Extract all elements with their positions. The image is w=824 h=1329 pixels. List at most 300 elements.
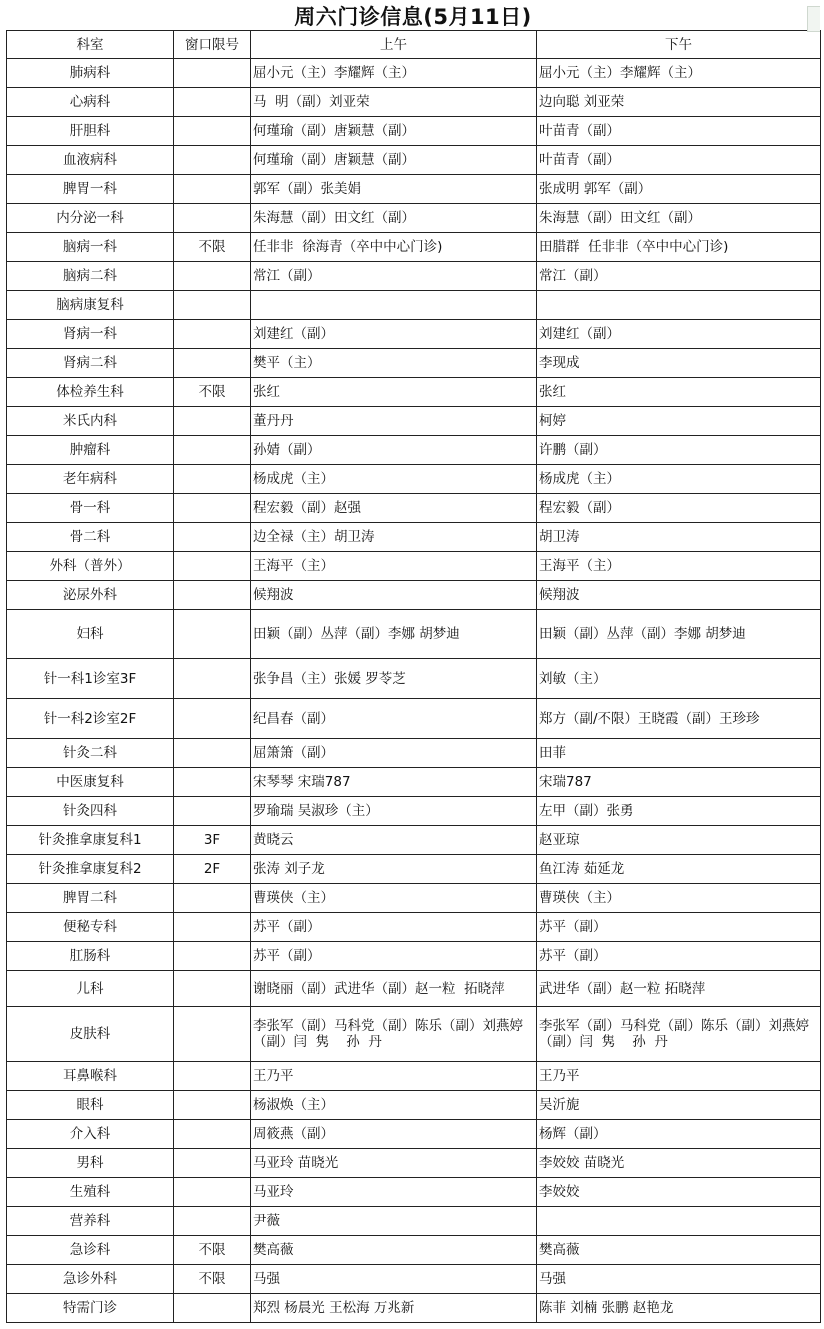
table-row	[7, 699, 821, 739]
am-cell	[251, 262, 537, 291]
pm-cell	[537, 884, 821, 913]
dept-cell	[7, 1091, 174, 1120]
dept-cell-text: 特需门诊	[63, 1300, 117, 1316]
dept-cell-text: 肝胆科	[69, 123, 111, 139]
am-cell	[251, 146, 537, 175]
dept-cell	[7, 233, 174, 262]
table-row	[7, 552, 821, 581]
am-cell	[251, 378, 537, 407]
window-cell	[174, 1007, 251, 1062]
am-cell	[251, 320, 537, 349]
pm-cell-text: 李姣姣 苗晓光	[539, 1155, 625, 1171]
pm-cell-text: 杨辉（副）	[539, 1126, 607, 1142]
pm-cell-text: 叶苗青（副）	[539, 123, 620, 139]
window-cell	[174, 88, 251, 117]
window-cell	[174, 942, 251, 971]
pm-cell	[537, 146, 821, 175]
pm-cell-text: 许鹏（副）	[539, 442, 607, 458]
window-cell	[174, 523, 251, 552]
dept-cell-text: 生殖科	[69, 1184, 111, 1200]
dept-cell-text: 心病科	[69, 94, 111, 110]
pm-cell-text: 柯婷	[539, 413, 566, 429]
table-row	[7, 768, 821, 797]
am-cell	[251, 494, 537, 523]
dept-cell-text: 外科（普外）	[49, 558, 131, 574]
dept-cell	[7, 913, 174, 942]
dept-cell	[7, 1120, 174, 1149]
window-cell	[174, 117, 251, 146]
dept-cell	[7, 1294, 174, 1323]
am-cell	[251, 797, 537, 826]
dept-cell-text: 肛肠科	[69, 948, 111, 964]
am-cell-text: 孙婧（副）	[253, 442, 321, 458]
window-cell-text: 2F	[203, 861, 221, 877]
dept-cell	[7, 768, 174, 797]
pm-cell-text: 赵亚琼	[539, 832, 580, 848]
dept-cell-text: 骨一科	[69, 500, 111, 516]
dept-cell-text: 营养科	[69, 1213, 111, 1229]
window-cell	[174, 552, 251, 581]
pm-cell-text: 吴沂旎	[539, 1097, 580, 1113]
am-cell-text: 边全禄（主）胡卫涛	[253, 529, 375, 545]
am-cell-text: 何瑾瑜（副）唐颖慧（副）	[253, 123, 415, 139]
dept-cell-text: 老年病科	[63, 471, 117, 487]
window-cell	[174, 204, 251, 233]
pm-cell-text: 曹瑛侠（主）	[539, 890, 620, 906]
pm-cell	[537, 262, 821, 291]
window-cell	[174, 884, 251, 913]
am-cell-text: 樊平（主）	[253, 355, 321, 371]
dept-cell	[7, 855, 174, 884]
am-cell-text: 朱海慧（副）田文红（副）	[253, 210, 415, 226]
window-cell	[174, 739, 251, 768]
pm-cell-text: 王乃平	[539, 1068, 580, 1084]
am-cell-text: 周筱燕（副）	[253, 1126, 334, 1142]
table-row	[7, 407, 821, 436]
dept-cell-text: 急诊科	[69, 1242, 111, 1258]
pm-cell	[537, 971, 821, 1007]
window-cell	[174, 1294, 251, 1323]
pm-cell	[537, 1149, 821, 1178]
dept-cell	[7, 88, 174, 117]
table-row	[7, 233, 821, 262]
dept-cell	[7, 739, 174, 768]
table-row	[7, 88, 821, 117]
dept-cell-text: 血液病科	[63, 152, 117, 168]
table-row	[7, 913, 821, 942]
dept-cell-text: 肾病一科	[63, 326, 117, 342]
dept-cell	[7, 1062, 174, 1091]
am-cell-text: 尹薇	[253, 1213, 280, 1229]
am-cell-text: 马亚玲	[253, 1184, 294, 1200]
am-cell	[251, 465, 537, 494]
dept-cell-text: 中医康复科	[56, 774, 124, 790]
window-cell	[174, 465, 251, 494]
window-cell	[174, 349, 251, 378]
am-cell-text: 郭军（副）张美娟	[253, 181, 361, 197]
dept-cell	[7, 699, 174, 739]
dept-cell-text: 针灸四科	[63, 803, 117, 819]
window-cell	[174, 1178, 251, 1207]
am-cell-text: 宋琴琴 宋瑞787	[253, 774, 351, 790]
pm-cell-text: 马强	[539, 1271, 566, 1287]
pm-cell-text: 候翔波	[539, 587, 580, 603]
am-cell-text: 樊高薇	[253, 1242, 294, 1258]
dept-cell	[7, 204, 174, 233]
dept-cell-text: 肾病二科	[63, 355, 117, 371]
dept-cell	[7, 1178, 174, 1207]
am-cell-text: 杨成虎（主）	[253, 471, 334, 487]
am-cell	[251, 699, 537, 739]
dept-cell	[7, 1236, 174, 1265]
pm-cell	[537, 855, 821, 884]
dept-cell-text: 肿瘤科	[69, 442, 111, 458]
window-cell	[174, 1062, 251, 1091]
pm-cell	[537, 320, 821, 349]
table-row	[7, 1120, 821, 1149]
dept-cell-text: 针一科1诊室3F	[43, 670, 137, 687]
table-row	[7, 884, 821, 913]
am-cell	[251, 436, 537, 465]
pm-cell	[537, 1236, 821, 1265]
pm-cell-text: 苏平（副）	[539, 948, 607, 964]
table-row	[7, 739, 821, 768]
window-cell-text: 不限	[198, 384, 226, 400]
am-cell	[251, 1091, 537, 1120]
window-cell-text: 不限	[198, 1271, 226, 1287]
table-row	[7, 494, 821, 523]
pm-cell	[537, 1178, 821, 1207]
am-cell-text: 纪昌春（副）	[253, 710, 334, 727]
table-row	[7, 1178, 821, 1207]
dept-cell	[7, 349, 174, 378]
dept-cell	[7, 1149, 174, 1178]
table-row	[7, 175, 821, 204]
am-cell	[251, 855, 537, 884]
dept-cell	[7, 291, 174, 320]
am-cell-text: 郑烈 杨晨光 王松海 万兆新	[253, 1300, 415, 1316]
am-cell-text: 苏平（副）	[253, 948, 321, 964]
table-row	[7, 320, 821, 349]
dept-cell-text: 便秘专科	[63, 919, 117, 935]
schedule-body	[7, 59, 821, 1323]
am-cell	[251, 942, 537, 971]
am-cell	[251, 1007, 537, 1062]
am-cell-text: 程宏毅（副）赵强	[253, 500, 361, 516]
pm-cell-text: 杨成虎（主）	[539, 471, 620, 487]
am-cell-text: 王海平（主）	[253, 558, 334, 574]
am-cell	[251, 1149, 537, 1178]
pm-cell-text: 张红	[539, 384, 566, 400]
pm-cell	[537, 88, 821, 117]
pm-cell	[537, 117, 821, 146]
pm-cell	[537, 291, 821, 320]
dept-cell	[7, 797, 174, 826]
pm-cell-text: 田颖（副）丛萍（副）李娜 胡梦迪	[539, 626, 746, 642]
pm-cell	[537, 233, 821, 262]
am-cell	[251, 913, 537, 942]
pm-cell-text: 边向聪 刘亚荣	[539, 94, 625, 110]
am-cell-text: 刘建红（副）	[253, 326, 334, 342]
am-cell-text: 罗瑜瑞 吴淑珍（主）	[253, 803, 379, 819]
pm-cell-text: 胡卫涛	[539, 529, 580, 545]
pm-cell	[537, 913, 821, 942]
dept-cell-text: 体检养生科	[56, 384, 124, 400]
am-cell-text: 马 明（副）刘亚荣	[253, 94, 370, 110]
table-row	[7, 117, 821, 146]
pm-cell	[537, 699, 821, 739]
adjacent-cell	[807, 6, 820, 32]
dept-cell	[7, 494, 174, 523]
dept-cell-text: 针一科2诊室2F	[43, 710, 137, 727]
dept-cell	[7, 117, 174, 146]
window-cell	[174, 1207, 251, 1236]
pm-cell	[537, 1207, 821, 1236]
table-row	[7, 59, 821, 88]
dept-cell-text: 儿科	[76, 980, 104, 997]
schedule-table	[6, 30, 821, 1323]
window-cell	[174, 59, 251, 88]
table-row	[7, 523, 821, 552]
pm-cell	[537, 349, 821, 378]
am-cell	[251, 523, 537, 552]
window-cell-text: 不限	[198, 239, 226, 255]
am-cell-text: 屈小元（主）李耀辉（主）	[253, 65, 415, 81]
dept-cell	[7, 659, 174, 699]
pm-cell-text: 田菲	[539, 745, 566, 761]
am-cell-text: 田颖（副）丛萍（副）李娜 胡梦迪	[253, 626, 460, 642]
pm-cell	[537, 175, 821, 204]
pm-cell	[537, 1120, 821, 1149]
table-row	[7, 262, 821, 291]
pm-cell	[537, 739, 821, 768]
pm-cell	[537, 581, 821, 610]
am-cell	[251, 1120, 537, 1149]
am-cell-text: 黄晓云	[253, 832, 294, 848]
pm-cell-text: 宋瑞787	[539, 774, 592, 790]
dept-cell	[7, 610, 174, 659]
table-row	[7, 797, 821, 826]
pm-cell-text: 刘建红（副）	[539, 326, 620, 342]
pm-cell	[537, 204, 821, 233]
dept-cell	[7, 1207, 174, 1236]
table-row	[7, 610, 821, 659]
am-cell	[251, 739, 537, 768]
pm-cell	[537, 1294, 821, 1323]
table-row	[7, 659, 821, 699]
dept-cell	[7, 1265, 174, 1294]
am-cell-text: 苏平（副）	[253, 919, 321, 935]
am-cell-text: 张红	[253, 384, 280, 400]
table-row	[7, 1149, 821, 1178]
title-bar	[6, 2, 820, 30]
dept-cell-text: 针灸推拿康复科2	[38, 861, 142, 877]
am-cell-text: 张争昌（主）张媛 罗苓芝	[253, 670, 406, 687]
dept-cell	[7, 59, 174, 88]
window-cell	[174, 320, 251, 349]
dept-cell-text: 脑病一科	[63, 239, 117, 255]
am-cell	[251, 349, 537, 378]
window-cell	[174, 262, 251, 291]
pm-cell	[537, 1062, 821, 1091]
window-cell-text: 不限	[198, 1242, 226, 1258]
am-cell	[251, 659, 537, 699]
am-cell-text: 谢晓丽（副）武进华（副）赵一粒 拓晓萍	[253, 980, 505, 997]
window-cell	[174, 291, 251, 320]
table-row	[7, 291, 821, 320]
am-cell	[251, 1062, 537, 1091]
table-row	[7, 146, 821, 175]
table-row	[7, 1265, 821, 1294]
pm-cell-text: 常江（副）	[539, 268, 607, 284]
table-row	[7, 942, 821, 971]
window-cell	[174, 1265, 251, 1294]
dept-cell-text: 内分泌一科	[56, 210, 124, 226]
window-cell	[174, 610, 251, 659]
window-cell	[174, 855, 251, 884]
am-cell	[251, 117, 537, 146]
am-cell-text: 屈箫箫（副）	[253, 745, 334, 761]
pm-cell	[537, 494, 821, 523]
dept-cell-text: 针灸推拿康复科1	[38, 832, 142, 848]
am-cell	[251, 407, 537, 436]
table-row	[7, 581, 821, 610]
window-cell	[174, 1120, 251, 1149]
am-cell	[251, 59, 537, 88]
dept-cell	[7, 826, 174, 855]
dept-cell-text: 脾胃二科	[63, 890, 117, 906]
am-cell	[251, 1207, 537, 1236]
pm-cell-text: 田腊群 任非非（卒中中心门诊)	[539, 239, 729, 255]
pm-cell	[537, 1265, 821, 1294]
am-cell	[251, 204, 537, 233]
window-cell-text: 3F	[203, 832, 221, 848]
am-cell	[251, 552, 537, 581]
table-row	[7, 1091, 821, 1120]
window-cell	[174, 1236, 251, 1265]
table-row	[7, 1294, 821, 1323]
pm-cell	[537, 768, 821, 797]
am-cell	[251, 1178, 537, 1207]
pm-cell	[537, 407, 821, 436]
window-cell	[174, 659, 251, 699]
table-row	[7, 204, 821, 233]
pm-cell	[537, 552, 821, 581]
am-cell-text: 王乃平	[253, 1068, 294, 1084]
window-cell	[174, 768, 251, 797]
am-cell	[251, 175, 537, 204]
pm-cell-text: 李姣姣	[539, 1184, 580, 1200]
dept-cell	[7, 320, 174, 349]
am-cell-text: 任非非 徐海青（卒中中心门诊)	[253, 239, 443, 255]
dept-cell	[7, 407, 174, 436]
pm-cell	[537, 465, 821, 494]
header-am: 上午	[251, 31, 537, 59]
table-row	[7, 349, 821, 378]
am-cell-text: 常江（副）	[253, 268, 321, 284]
window-cell	[174, 971, 251, 1007]
dept-cell-text: 肺病科	[69, 65, 111, 81]
pm-cell	[537, 610, 821, 659]
pm-cell-text: 左甲（副）张勇	[539, 803, 634, 819]
table-row	[7, 1007, 821, 1062]
header-window: 窗口限号	[174, 31, 251, 59]
am-cell	[251, 1236, 537, 1265]
am-cell-text: 候翔波	[253, 587, 294, 603]
table-row	[7, 378, 821, 407]
dept-cell-text: 眼科	[76, 1097, 104, 1113]
pm-cell	[537, 797, 821, 826]
header-pm: 下午	[537, 31, 821, 59]
pm-cell	[537, 378, 821, 407]
window-cell	[174, 436, 251, 465]
table-row	[7, 826, 821, 855]
am-cell	[251, 581, 537, 610]
am-cell	[251, 884, 537, 913]
pm-cell-text: 王海平（主）	[539, 558, 620, 574]
dept-cell-text: 妇科	[76, 626, 104, 642]
am-cell-text: 董丹丹	[253, 413, 294, 429]
am-cell	[251, 88, 537, 117]
table-row	[7, 971, 821, 1007]
window-cell	[174, 826, 251, 855]
pm-cell	[537, 1091, 821, 1120]
dept-cell	[7, 436, 174, 465]
window-cell	[174, 1091, 251, 1120]
am-cell	[251, 610, 537, 659]
am-cell-text: 李张军（副）马科党（副）陈乐（副）刘燕婷（副）闫 隽 孙 丹	[253, 1018, 523, 1050]
window-cell	[174, 233, 251, 262]
table-row	[7, 465, 821, 494]
pm-cell-text: 屈小元（主）李耀辉（主）	[539, 65, 701, 81]
am-cell-text: 杨淑焕（主）	[253, 1097, 334, 1113]
dept-cell	[7, 175, 174, 204]
am-cell-text: 何瑾瑜（副）唐颖慧（副）	[253, 152, 415, 168]
dept-cell	[7, 262, 174, 291]
am-cell	[251, 1294, 537, 1323]
dept-cell	[7, 552, 174, 581]
dept-cell-text: 脾胃一科	[63, 181, 117, 197]
dept-cell-text: 脑病康复科	[56, 297, 124, 313]
dept-cell	[7, 146, 174, 175]
am-cell-text: 张涛 刘子龙	[253, 861, 325, 877]
am-cell-text: 马亚玲 苗晓光	[253, 1155, 339, 1171]
pm-cell	[537, 59, 821, 88]
dept-cell-text: 耳鼻喉科	[63, 1068, 117, 1084]
table-row	[7, 855, 821, 884]
page-title: 周六门诊信息(5月11日)	[294, 5, 532, 29]
header-dept: 科室	[7, 31, 174, 59]
dept-cell-text: 急诊外科	[63, 1271, 117, 1287]
window-cell	[174, 699, 251, 739]
dept-cell-text: 脑病二科	[63, 268, 117, 284]
pm-cell-text: 鱼江涛 茹延龙	[539, 861, 625, 877]
pm-cell-text: 朱海慧（副）田文红（副）	[539, 210, 701, 226]
dept-cell	[7, 523, 174, 552]
dept-cell-text: 男科	[76, 1155, 104, 1171]
window-cell	[174, 146, 251, 175]
pm-cell	[537, 1007, 821, 1062]
table-row	[7, 1207, 821, 1236]
table-row	[7, 1236, 821, 1265]
header-row	[7, 31, 821, 59]
window-cell	[174, 581, 251, 610]
dept-cell	[7, 884, 174, 913]
dept-cell	[7, 1007, 174, 1062]
pm-cell-text: 樊高薇	[539, 1242, 580, 1258]
am-cell	[251, 233, 537, 262]
dept-cell	[7, 971, 174, 1007]
